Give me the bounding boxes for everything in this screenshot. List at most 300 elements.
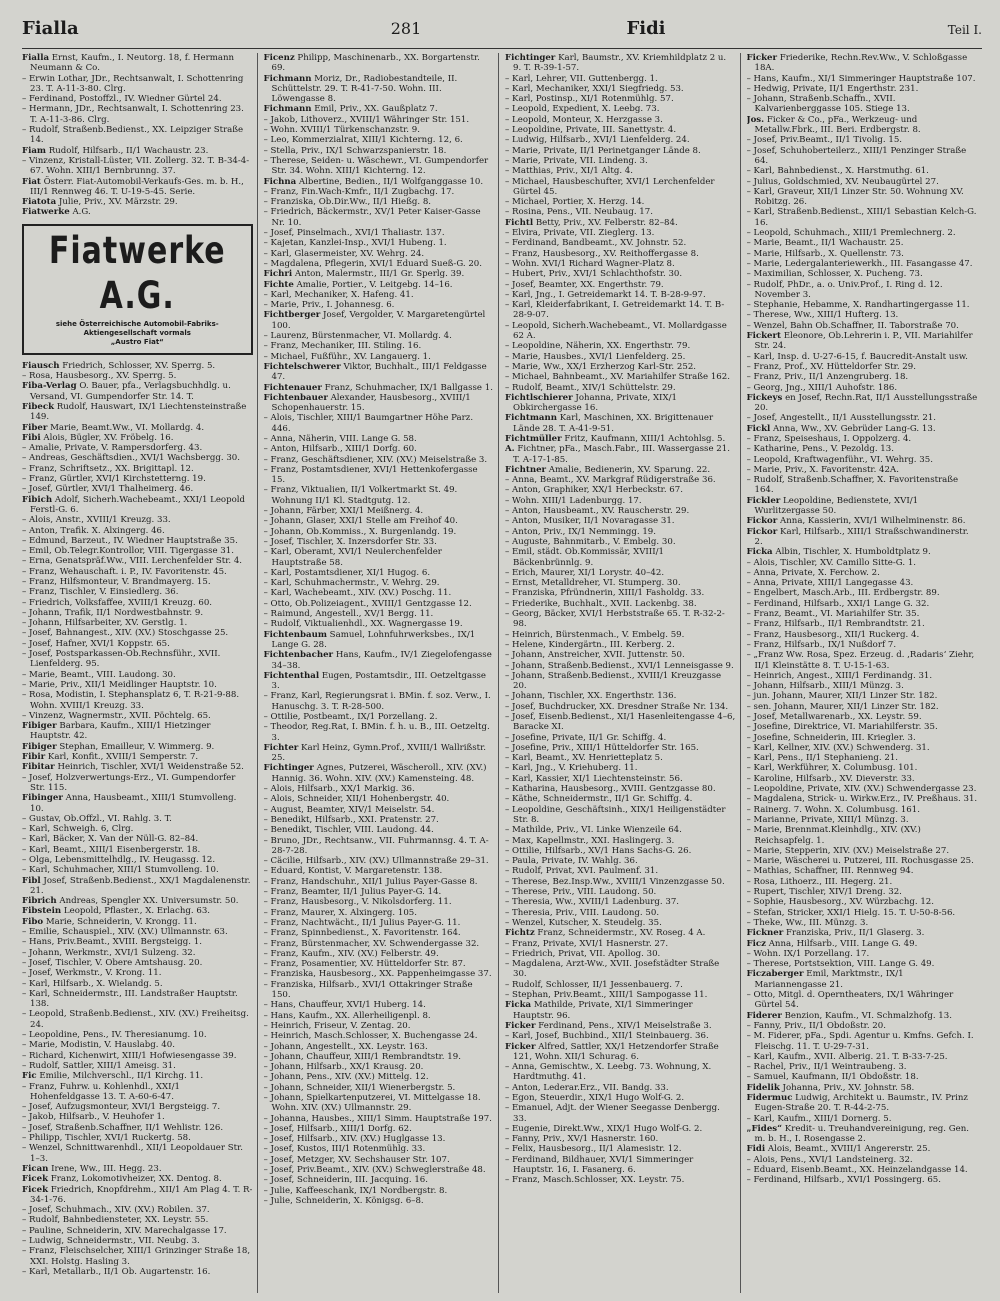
directory-entry: – Leopoldine, Private, III. Sanettystr. 4.	[505, 125, 677, 136]
directory-entry: – Stephanie, Hebamme, X. Randhartingergasse 11.	[746, 300, 970, 311]
directory-entry: – Marie, Hilfsarb., X. Quellenstr. 73.	[746, 248, 904, 259]
directory-entry: – Therese, Ww., XIII/1 Hufterg. 13.	[746, 310, 899, 321]
directory-entry: – Ludwig, Hilfsarb., XVI/1 Lienfelderg. 24.	[505, 135, 690, 146]
directory-entry: – Philipp, Tischler, XVI/1 Ruckertg. 58.	[22, 1133, 191, 1144]
directory-entry: Fickler Leopoldine, Bedienstete, XVI/1 Wurlitzergasse 50.	[746, 495, 919, 517]
directory-entry: – Benedikt, Hilfsarb., XXI. Pratenstr. 27.	[263, 814, 439, 825]
directory-entry: Fibeck Rudolf, Hauswart, IX/1 Liechtensteinstraße 149.	[22, 401, 247, 423]
directory-entry: – Franz, Kaufm., XIV. (XV.) Felberstr. 49.	[263, 948, 439, 959]
directory-entry: Fichtenbaum Samuel, Lohnfuhrwerksbes., IX/1 Lange G. 28.	[263, 629, 476, 650]
directory-entry: – Johann, Färber, XXI/1 Meißnerg. 4.	[263, 506, 424, 517]
directory-entry: – Franziska, Ob.Dir.Ww., II/1 Hießg. 8.	[263, 197, 432, 208]
directory-entry: – Rudolf, Beamt., XIV/1 Schüttelstr. 29.	[505, 382, 676, 393]
directory-entry: – Johann, Straßenb.Bedienst., XVI/1 Lenneisgasse 9.	[505, 660, 734, 671]
directory-entry: Fickor Anna, Kassierin, XVI/1 Wilhelminenstr. 86.	[746, 516, 966, 527]
directory-entry: – Franz, Viktualien, II/1 Volkertmarkt St. 49. Wohnung II/1 Kl. Stadtgutg. 12.	[263, 485, 458, 506]
directory-entry: – Rosina, Pens., VII. Neubaug. 17.	[505, 207, 653, 218]
directory-entry: – Johanna, Hausbes., XIII/1 Simm. Hauptstraße 197.	[263, 1113, 492, 1124]
directory-entry: – Johann, Straßenb.Schaffn., XVII. Kalvarienberggasse 105. Stiege 13.	[746, 94, 910, 115]
directory-entry: – Rudolf, Schlosser, II/1 Jessenbauerg. 7.	[505, 979, 683, 990]
directory-entry: – Eugenie, Direkt.Ww., XIX/1 Hugo Wolf-G. 2.	[505, 1123, 703, 1134]
directory-entry: – Franziska, Hilfsarb., XVI/1 Ottakringer Straße 150.	[263, 979, 473, 1001]
directory-entry: – Wenzel, Schnittwarenhdl., XII/1 Leopoldauer Str. 1–3.	[22, 1143, 243, 1164]
directory-entry: – Josef, Tischler, V. Obere Amtshausg. 20.	[22, 957, 203, 968]
directory-entry: – Theresia, Ww., XVIII/1 Ladenburg. 37.	[505, 897, 680, 908]
directory-entry: – Max, Kapellmstr., XXI. Haslingerg. 3.	[505, 835, 675, 846]
column-1-top-entries	[22, 53, 253, 218]
directory-entry: – Josef, Hilfsarb., XIV. (XV.) Huglgasse 13.	[263, 1134, 446, 1145]
directory-entry: – Karl, Schneidermstr., III. Landstraßer Hauptstr. 138.	[22, 988, 238, 1010]
directory-entry: – Josefine, Schneiderin, III. Kriegler. 3.	[746, 732, 916, 743]
directory-entry: – Anna, Private, X. Ferchow. 2.	[746, 567, 880, 578]
directory-entry: Fichmann Emil, Priv., XX. Gaußplatz 7.	[263, 104, 438, 115]
directory-entry: – Leopoldine, Private, XIV. (XV.) Schwendergasse 23.	[746, 784, 977, 795]
directory-entry: – Franz, Fuhrw. u. Kohlenhdl., XXI/1 Hohenfeldgasse 13. T. A-60-6-47.	[22, 1081, 180, 1102]
directory-entry: Fichtner Amalie, Bedienerin, XV. Sparung. 22.	[505, 464, 711, 475]
header-left-word: Fialla	[22, 18, 79, 39]
directory-entry: Fichtenthal Eugen, Postamtsdir., III. Oetzeltgasse 3.	[263, 670, 487, 692]
directory-entry: Fickl Anna, Ww., XV. Gebrüder Lang-G. 13.	[746, 423, 936, 434]
directory-entry: – Franz, Wehauschaft. i. P., IV. Favoritenstr. 45.	[22, 566, 227, 577]
directory-entry: – Marie, Priv., I. Johannesg. 6.	[263, 300, 395, 311]
directory-entry: – Vinzenz, Wagnermstr., XVII. Pöchtelg. 65.	[22, 710, 211, 721]
directory-entry: – M. Fiderer, pFa., Spdi. Agentur u. Kmfns. Gefch. I. Fleischg. 11. T. U-29-7-31.	[746, 1031, 974, 1052]
directory-entry: – Karl, Bahnbedienst., X. Harstmuthg. 61.	[746, 166, 929, 177]
directory-entry: – Marie, Wäscherei u. Putzerei, III. Rochusgasse 25.	[746, 856, 974, 867]
directory-entry: – Johann, Werkmstr., XVI/1 Sulzeng. 32.	[22, 947, 196, 958]
directory-entry: – Katharine, Pens., V. Pezoldg. 13.	[746, 444, 894, 455]
directory-entry: – Cäcilie, Hilfsarb., XIV. (XV.) Ullmannstraße 29–31.	[263, 856, 489, 867]
directory-entry: – Josef, Werkmstr., V. Krong. 11.	[22, 968, 162, 979]
directory-entry: – Franziska, Pfründnerin, XIII/1 Fasholdg. 33.	[505, 588, 705, 599]
directory-entry: „Fides“ Kredit- u. Treuhandvereinigung, reg. Gen. m. b. H., I. Rosengasse 2.	[746, 1123, 969, 1145]
directory-entry: – Hans, Chauffeur, XVI/1 Huberg. 14.	[263, 1000, 426, 1011]
directory-entry: Fibitar Heinrich, Tischler, XVI/1 Weidenstraße 52.	[22, 762, 244, 773]
directory-entry: – Karl, Beamt., XIII/1 Eisenbergerstr. 18.	[22, 844, 201, 855]
directory-entry: Fichri Anton, Malermstr., III/1 Gr. Sperlg. 39.	[263, 269, 465, 280]
directory-entry: Fiam Rudolf, Hilfsarb., II/1 Wachaustr. 23.	[22, 145, 209, 156]
directory-entry: – Karl, Schweigh. 6, Clrg.	[22, 824, 134, 835]
directory-entry: – Alois, Pens., XVI/1 Landsteinerg. 32.	[746, 1154, 913, 1165]
directory-entry: – Elvira, Private, VII. Zieglerg. 13.	[505, 228, 655, 239]
directory-entry: Fibiger Stephan, Emailleur, V. Wimmerg. 9.	[22, 741, 215, 752]
directory-entry: – Johann, Chauffeur, XIII/1 Rembrandtstr. 19.	[263, 1051, 461, 1062]
ad-line-1: siehe Österreichische Automobil-Fabriks-	[55, 319, 219, 328]
directory-entry: Fichna Albertine, Bedien., II/1 Wolfganggasse 10.	[263, 176, 484, 187]
directory-entry: – Leopold, Expedient, X. Leebg. 73.	[505, 104, 660, 115]
directory-entry: – Franz, Nachtwächt., II/1 Julius Payer-G. 11.	[263, 917, 461, 928]
header-right-word: Fidi	[626, 18, 666, 39]
directory-entry: – Johann, Hilfsarbeiter, XV. Gerstlg. 1.	[22, 618, 188, 629]
directory-entry: – Anton, Lederar.Erz., VII. Bandg. 33.	[505, 1082, 669, 1093]
directory-entry: – Alois, Tischler, XIII/1 Baumgartner Höhe Parz. 446.	[263, 413, 474, 434]
directory-entry: – Josef, Postsparkassen-Ob.Rechnsführ., XVII. Lienfelderg. 95.	[22, 649, 221, 670]
directory-entry: – Hans, Kaufm., XX. Allerheiligenpl. 8.	[263, 1010, 431, 1021]
part-label: Teil I.	[947, 23, 982, 37]
directory-entry: – Josef, Metallwarenarb., XX. Leystr. 59.	[746, 712, 922, 722]
directory-entry: – Franz, Bürstenmacher, XV. Schwendergasse 32.	[263, 938, 480, 949]
directory-entry: – Gustav, Ob.Offzl., VI. Rahlg. 3. T.	[22, 813, 172, 824]
directory-entry: – Leopold, Schuhmach., XIII/1 Premlechnerg. 2.	[746, 228, 956, 239]
directory-entry: – Josef, Pinselmach., XVI/1 Thaliastr. 137.	[263, 228, 445, 239]
directory-entry: – Heinrich, Bürstenmach., V. Embelg. 59.	[505, 629, 685, 640]
directory-entry: Ficek Friedrich, Knopfdrehm., XII/1 Am Plag 4. T. R-34-1-76.	[22, 1184, 253, 1205]
directory-entry: – Emanuel, Adjt. der Wiener Seegasse Denbergg. 33.	[505, 1103, 720, 1124]
column-1-bottom-entries	[22, 361, 253, 1277]
directory-entry: Ficz Anna, Hilfsarb., VIII. Lange G. 49.	[746, 938, 918, 949]
directory-entry: – Josefine, Private, II/1 Gr. Schiffg. 4.	[505, 732, 667, 743]
directory-entry: – Johann, Hilfsarb., XX/1 Krausg. 20.	[263, 1062, 424, 1073]
directory-entry: – Anna, Private, XIII/1 Langegasse 43.	[746, 578, 914, 589]
directory-entry: – Otto, Mitgl. d. Operntheaters, IX/1 Währinger Gürtel 54.	[746, 990, 954, 1011]
directory-entry: – Johann, Anstreicher, XVII. Juttenstr. 50.	[505, 650, 685, 661]
directory-entry: – Karl, Werkführer, X. Columbusg. 101.	[746, 763, 918, 774]
directory-entry: – Rachel, Priv., II/1 Weintraubeng. 3.	[746, 1062, 907, 1073]
directory-entry: – Josef, Beamter, XX. Engerthstr. 79.	[505, 279, 664, 290]
directory-entry: – jun. Johann, Maurer, XII/1 Linzer Str. 182.	[746, 691, 938, 702]
directory-entry: – Marie, Ledergalanteriewerkh., III. Fasangasse 47.	[746, 258, 973, 269]
directory-entry: – Alois, Anstr., XVIII/1 Kreuzg. 33.	[22, 515, 171, 526]
directory-entry: – Franz, Maurer, X. Alxingerg. 105.	[263, 907, 417, 918]
directory-entry: – Franz, Posamentier, XV. Hütteldorfer Str. 87.	[263, 959, 466, 970]
directory-entry: – Michael, Bahnbeamt., XV. Mariahilfer Straße 162.	[505, 372, 730, 383]
directory-entry: – Wohn. IX/1 Porzellang. 17.	[746, 948, 870, 959]
directory-entry: – Olga, Lebensmittelhdlg., IV. Heugassg. 12.	[22, 855, 216, 865]
directory-entry: – Karl, Metallarb., II/1 Ob. Augartenstr. 16.	[22, 1266, 211, 1277]
directory-entry: Ficzaberger Emil, Marktmstr., IX/1 Mariannengasse 21.	[746, 969, 904, 990]
column-4	[747, 53, 983, 1293]
directory-entry: – Egon, Steuerdir., XIX/1 Hugo Wolf-G. 2.	[505, 1092, 685, 1103]
directory-entry: – Leopoldine, Geschäftsinh., XIX/1 Heiligenstädter Str. 8.	[505, 804, 726, 825]
directory-entry: – Karl, Jng., V. Kriehuberg. 11.	[505, 763, 638, 774]
directory-entry: Fiber Marie, Beamt.Ww., VI. Mollardg. 4.	[22, 422, 205, 433]
directory-entry: – Franziska, Hausbesorg., XX. Pappenheimgasse 37.	[263, 969, 492, 980]
directory-entry: – Johann, Pens., XIV. (XV.) Mittelg. 12.	[263, 1072, 429, 1083]
directory-entry: – Stefan, Stricker, XXI/1 Hielg. 15. T. U-50-8-56.	[746, 907, 956, 918]
directory-entry: Fichtenauer Franz, Schuhmacher, IX/1 Ballgasse 1.	[263, 382, 493, 393]
directory-entry: – Marie, Brennmat.Kleinhdlg., XIV. (XV.) Reichsapfelg. 1.	[746, 825, 921, 846]
directory-entry: – Anna, Beamt., XV. Markgraf Rüdigerstraße 36.	[505, 475, 716, 486]
directory-entry: – Leopoldine, Näherin, XX. Engerthstr. 79.	[505, 341, 691, 352]
fiatwerke-advertisement	[22, 224, 253, 355]
directory-entry: – Marie, Private, II/1 Perinetganger Lände 8.	[505, 145, 701, 156]
ad-line-3: „Austro Fiat“	[110, 337, 164, 346]
directory-entry: – Theodor, Reg.Rat, I. BMin. f. h. u. B., III. Oetzeltg. 3.	[263, 722, 490, 743]
directory-entry: – Engelbert, Masch.Arb., III. Erdbergstr. 89.	[746, 588, 940, 599]
directory-entry: – Josef, Hafner, XVI/1 Koppstr. 65.	[22, 638, 170, 649]
directory-entry: – Rainerg. 7. Wohn. X. Columbusg. 161.	[746, 804, 920, 815]
directory-entry: Fibir Karl, Konfit., XVIII/1 Semperstr. 7.	[22, 752, 199, 763]
directory-entry: Ficker Friederike, Rechn.Rev.Ww., V. Schloßgasse 18A.	[746, 53, 968, 74]
directory-entry: – Heinrich, Masch.Schlosser, X. Buchengasse 24.	[263, 1031, 478, 1042]
directory-entry: – Josef, Schuhmach., XIV. (XV.) Robilen. 37.	[22, 1205, 210, 1216]
directory-entry: – Franz, Hausbesorg., XV. Reithoffergasse 8.	[505, 248, 699, 259]
directory-entry: – Franz, Hilfsarb., IX/1 Nußdorf 7.	[746, 639, 897, 650]
directory-entry: Fidermuc Ludwig, Architekt u. Baumstr., IV. Prinz Eugen-Straße 20. T. R-44-2-75.	[746, 1092, 968, 1114]
directory-entry: – Georg, Bäcker, XVI/1 Herbststraße 65. T. R-32-2-98.	[505, 609, 725, 630]
directory-entry: – Samuel, Kaufmann, II/1 Obdoßstr. 18.	[746, 1072, 919, 1083]
directory-entry: – Hans, Kaufm., XI/1 Simmeringer Hauptstraße 107.	[746, 73, 976, 84]
directory-entry: – Rudolf, Straßenb.Schaffner, X. Favoritenstraße 164.	[746, 475, 959, 496]
directory-entry: – Marie, Beamt., II/1 Wachaustr. 25.	[746, 238, 904, 249]
directory-entry: Fichtinger Agnes, Putzerei, Wäscheroll., XIV. (XV.) Hannig. 36. Wohn. XIV. (XV.) Kamensteing. 48.	[263, 763, 487, 784]
directory-entry: – Mathilde, Priv., VI. Linke Wienzeile 64.	[505, 825, 682, 836]
directory-entry: – Rudolf, PhDr., a. o. Univ.Prof., I. Ring d. 12. November 3.	[746, 279, 943, 300]
directory-entry: – Maximilian, Schlosser, X. Pucheng. 73.	[746, 269, 923, 280]
directory-entry: – Franz, Mechaniker, III. Stiling. 16.	[263, 341, 422, 352]
directory-entry: – Mathias, Schaffner, III. Rennweg 94.	[746, 866, 914, 877]
directory-entry: – Karl, Kaufm., XVII. Alberig. 21. T. B-33-7-25.	[746, 1051, 948, 1062]
directory-entry: – Edmund, Barzeut., IV. Wiedner Hauptstraße 35.	[22, 535, 238, 546]
directory-entry: – Erich, Maurer, XI/1 Lorystr. 40–42.	[505, 567, 665, 578]
directory-entry: Ficker Alfred, Sattler, XX/1 Hetzendorfer Straße 121, Wohn. XII/1 Schurag. 6.	[505, 1041, 719, 1062]
directory-entry: – Ferdinand, Postoffzl., IV. Wiedner Gürtel 24.	[22, 94, 222, 105]
directory-entry: – Ottilie, Hilfsarb., XV/1 Hans Sachs-G. 26.	[505, 845, 692, 856]
directory-entry: Fichmann Moriz, Dr., Radiobestandteile, II. Schüttelstr. 29. T. R-41-7-50. Wohn. III. Löwengasse 8.	[263, 73, 458, 105]
directory-entry: – Rudolf, Sattler, XIII/1 Ameisg. 31.	[22, 1060, 176, 1071]
directory-entry: – Georg, Jng., XIII/1 Auhofstr. 186.	[746, 382, 898, 393]
directory-entry: – Wohn. XVIII/1 Türkenschanzstr. 9.	[263, 125, 420, 136]
directory-entry: Fiausch Friedrich, Schlosser, XV. Sperrg. 5.	[22, 360, 216, 371]
directory-entry: Fiatwerke A.G.	[22, 207, 91, 218]
directory-entry: – Therese, Bez.Insp.Ww., XVIII/1 Vinzenzgasse 50.	[505, 876, 725, 887]
directory-entry: – Franz, Masch.Schlosser, XX. Leystr. 75.	[505, 1175, 685, 1186]
directory-entry: – Franz, Hausbesorg., V. Nikolsdorferg. 11.	[263, 897, 452, 908]
directory-entry: – Franz, Speiseshaus, I. Oppolzerg. 4.	[746, 433, 912, 444]
directory-entry: – Johann, Glaser, XXI/1 Stelle am Freihof 40.	[263, 516, 458, 527]
directory-entry: – Friedrich, Bäckermstr., XV/1 Peter Kaiser-Gasse Nr. 10.	[263, 207, 481, 228]
directory-entry: – Franz, Hilfsmonteur, V. Brandmayerg. 15.	[22, 576, 211, 587]
directory-entry: – Anton, Priv., IX/1 Nemmingg. 19.	[505, 526, 656, 537]
directory-entry: – Marie, Hausbes., XVI/1 Lienfelderg. 25.	[505, 351, 686, 362]
directory-entry: – Johann, Ob.Kommiss., X. Burgenlandg. 19.	[263, 526, 457, 537]
directory-entry: Fiba-Verlag O. Bauer, pfa., Verlagsbuchhdlg. u. Versand, VI. Gumpendorfer Str. 14. T.	[22, 381, 231, 402]
directory-entry: – Josef, Bahnangest., XIV. (XV.) Stoschgasse 25.	[22, 628, 229, 639]
directory-entry: Fialla Ernst, Kaufm., I. Neutorg. 18, f. Hermann Neumann & Co.	[22, 53, 235, 74]
directory-entry: – Franz, Karl, Regierungsrat i. BMin. f. soz. Verw., I. Hanuschg. 3. T. R-28-500.	[263, 691, 491, 712]
directory-entry: – Paula, Private, IV. Wahlg. 36.	[505, 856, 638, 867]
directory-entry: – Josef, Hilfsarb., XIII/1 Dorfg. 62.	[263, 1123, 412, 1134]
directory-entry: – Eduard, Kontist, V. Margaretenstr. 138.	[263, 866, 443, 877]
directory-entry: – Josef, Kustos, III/1 Rotenmühlg. 33.	[263, 1144, 426, 1155]
directory-entry: Fibi Alois, Bügler, XV. Fröbelg. 16.	[22, 432, 174, 443]
directory-entry: – Johann, Hilfsarb., XIII/1 Münzg. 3.	[746, 681, 904, 692]
directory-entry: Jos. Ficker & Co., pFa., Werkzeug- und Metallw.Fbrk., III. Beri. Erdbergstr. 8.	[746, 114, 921, 136]
directory-entry: – Julie, Kaffeeschank, IX/1 Nordbergstr. 8.	[263, 1185, 448, 1196]
directory-entry: – Karl, Bäcker, X. Van der Nüll-G. 82–84.	[22, 834, 199, 845]
directory-entry: Ficek Franz, Lokomotivheizer, XX. Dentog. 8.	[22, 1174, 222, 1185]
directory-entry: – Karl, Josef, Buchbind., XII/1 Steinbauerg. 36.	[505, 1031, 709, 1042]
directory-entry: – Julie, Schneiderin, X. Königsg. 6–8.	[263, 1195, 424, 1206]
directory-entry: – Ludwig, Schneidermstr., VII. Neubg. 3.	[22, 1235, 200, 1246]
directory-entry: – Johann, Tischler, XX. Engerthstr. 136.	[505, 691, 677, 702]
directory-entry: – Friedrich, Volksfaffee, XVIII/1 Kreuzg. 60.	[22, 597, 213, 608]
directory-entry: – Leopold, Kraftwagenführ., VI. Wehrg. 35.	[746, 454, 933, 465]
directory-entry: – Stephan, Priv.Beamt., XIII/1 Sampogasse 11.	[505, 990, 708, 1001]
directory-entry: – Emil, städt. Ob.Kommissär, XVIII/1 Bäckenbrünnlg. 9.	[505, 547, 664, 568]
directory-entry: – Karl, Graveur, XII/1 Linzer Str. 50. Wohnung XV. Robitzg. 26.	[746, 186, 964, 208]
directory-entry: – Josef, Priv.Beamt., II/1 Tivolig. 15.	[746, 135, 903, 146]
directory-entry: Ficka Albin, Tischler, X. Humboldtplatz 9.	[746, 547, 931, 558]
directory-entry: – Karl, Kaufm., XIII/1 Dornerg. 5.	[746, 1113, 892, 1124]
page-header	[22, 18, 982, 49]
directory-entry: – Karl, Straßenb.Bedienst., XIII/1 Sebastian Kelch-G. 16.	[746, 207, 977, 228]
directory-entry: – Karl, Kassier, XI/1 Liechtensteinstr. 56.	[505, 773, 683, 784]
directory-entry: A. Fichtner, pFa., Masch.Fabr., III. Wassergasse 21. T. A-17-1-85.	[505, 444, 730, 465]
directory-entry: – Alois, Tischler, XV. Camillo Sitte-G. 1.	[746, 557, 917, 568]
directory-entry: Fichtenbauer Alexander, Hausbesorg., XVIII/1 Schopenhauerstr. 15.	[263, 392, 471, 414]
directory-entry: – Josef, Schneiderin, III. Jacquing. 16.	[263, 1175, 429, 1186]
directory-entry: Fichtmüller Fritz, Kaufmann, XIII/1 Achtohlsg. 5.	[505, 433, 726, 444]
directory-entry: – Wohn. XIII/1 Ladenburgg. 17.	[505, 495, 642, 506]
directory-entry: Fiatota Julie, Priv., XV. Märzstr. 29.	[22, 197, 178, 208]
directory-entry: Fibrich Andreas, Spengler XX. Universumstr. 50.	[22, 896, 239, 907]
directory-entry: – Erwin Lothar, JDr., Rechtsanwalt, I. Schottenring 23. T. A-11-3-80. Clrg.	[22, 73, 244, 94]
directory-entry: – Therese, Priv., VIII. Laudong. 50.	[505, 887, 657, 898]
directory-entry: – Hedwig, Private, II/1 Engerthstr. 231.	[746, 83, 919, 94]
directory-entry: Ficenz Philipp, Maschinenarb., XX. Borgartenstr. 69.	[263, 53, 480, 74]
directory-entry: – Franz, Fin.Wach-Kmfr., II/1 Zugbachg. 17.	[263, 186, 455, 197]
directory-entry: – Eduard, Eisenb.Beamt., XX. Heinzelandgasse 14.	[746, 1165, 968, 1176]
directory-columns	[22, 53, 982, 1293]
directory-entry: – Kajetan, Kanzlei-Insp., XVI/1 Hubeng. 1.	[263, 238, 447, 249]
directory-entry: – Jakob, Lithoverz., XVIII/1 Währinger Str. 151.	[263, 114, 470, 125]
directory-entry: – Anton, Graphiker, XX/1 Herbeckstr. 67.	[505, 485, 683, 496]
directory-entry: – Hermann, JDr., Rechtsanwalt, I. Schottenring 23. T. A-11-3-86. Clrg.	[22, 104, 244, 125]
directory-entry: – Josef, Aufzugsmonteur, XVI/1 Bergsteigg. 7.	[22, 1102, 221, 1113]
column-2	[264, 53, 500, 1293]
directory-entry: Fichtlschierer Johanna, Private, XIX/1 Obkirchergasse 16.	[505, 392, 677, 414]
directory-entry: Fickor Karl, Hilfsarb., XIII/1 Straßschwandinerstr. 2.	[746, 526, 969, 547]
directory-entry: Fickert Eleonore, Ob.Lehrerin i. P., VII. Mariahilfer Str. 24.	[746, 331, 973, 352]
directory-entry: – Karl, Kleiderfabrikant, I. Getreidemarkt 14. T. B-28-9-07.	[505, 300, 725, 321]
directory-entry: – Jakob, Hilfsarb., V. Heuhofer 1.	[22, 1112, 165, 1123]
directory-entry: – Franz, Geschäftsdiener, XIV. (XV.) Meiselstraße 3.	[263, 454, 488, 465]
directory-entry: – Magdalena, Arzt-Ww., XVII. Josefstädter Straße 30.	[505, 959, 720, 980]
directory-entry: – Amalie, Private, V. Rampersdorferg. 43.	[22, 443, 203, 454]
directory-entry: – Franz, Private, XVI/1 Hasnerstr. 27.	[505, 938, 669, 949]
directory-entry: – Franz, Tischler, V. Einsiedlerg. 36.	[22, 587, 179, 598]
directory-entry: Fibstein Leopold, Pflaster., X. Erlachg. 63.	[22, 906, 211, 917]
directory-entry: – Rudolf, Straßenb.Bedienst., XX. Leipziger Straße 14.	[22, 125, 244, 146]
directory-entry: – Bruno, JDr., Rechtsanw., VII. Fuhrmannsg. 4. T. A-28-7-28.	[263, 835, 489, 856]
directory-entry: – Sophie, Hausbesorg., XV. Würzbachg. 12.	[746, 897, 935, 908]
directory-entry: – Josef, Gürtler, XVI/1 Thalheimerg. 46.	[22, 484, 194, 495]
directory-entry: – Friedrich, Privat, VII. Apollog. 30.	[505, 948, 661, 959]
directory-entry: – Karl, Lehrer, VII. Guttenbergg. 1.	[505, 73, 658, 84]
directory-entry: – Ferdinand, Hilfsarb., XXI/1 Lange G. 32.	[746, 598, 930, 609]
directory-entry: Fichtl Betty, Priv., XV. Felberstr. 82–84.	[505, 217, 678, 228]
directory-entry: – Käthe, Schneidermstr., II/1 Gr. Schiffg. 4.	[505, 794, 693, 805]
directory-entry: Fibinger Anna, Hausbeamt., XIII/1 Stumvolleng. 10.	[22, 793, 237, 814]
page-number: 281	[390, 19, 422, 38]
directory-entry: – Wohn. XVI/1 Richard Wagner-Platz 8.	[505, 258, 675, 269]
directory-entry: – Karl, Postinsp., XI/1 Rotenmühlg. 57.	[505, 94, 674, 105]
directory-entry: – „Franz Ww. Rosa, Spez. Erzeug. d. ‚Radaris‘ Ziehr, II/1 Kleinstätte 8. T. U-15-1-63.	[746, 650, 975, 671]
directory-entry: – Karl, Postamtsdiener, XI/1 Hugog. 6.	[263, 567, 431, 578]
directory-entry: – Marie, Priv., XII/1 Meidlinger Hauptstr. 10.	[22, 679, 217, 690]
directory-entry: – Erna, Genatspräf.Ww., VIII. Lerchenfelder Str. 4.	[22, 556, 243, 567]
directory-entry: – Anna, Gemischtw., X. Leebg. 73. Wohnung, X. Hardtmuthg. 41.	[505, 1062, 712, 1083]
directory-entry: – Michael, Portier, X. Herzg. 14.	[505, 197, 645, 208]
directory-entry: – Josefine, Priv., XIII/1 Hütteldorfer Str. 165.	[505, 742, 699, 753]
directory-entry: – Karl, Mechaniker, X. Hafeng. 41.	[263, 289, 414, 300]
directory-entry: Ficker Ferdinand, Pens., XIV/1 Meiselstraße 3.	[505, 1020, 712, 1031]
directory-entry: – Wenzel, Kutscher, X. Steudelg. 35.	[505, 917, 662, 928]
directory-entry: – Karoline, Hilfsarb., XV. Dieverstr. 33.	[746, 773, 915, 784]
directory-entry: – Ferdinand, Bildhauer, XVI/1 Simmeringer Hauptstr. 16, I. Fasanerg. 6.	[505, 1154, 694, 1176]
directory-entry: – Karl, Beamt., XV. Henrietteplatz 5.	[505, 753, 663, 764]
directory-entry: – Josef, Buchdrucker, XX. Dresdner Straße Nr. 134.	[505, 701, 729, 712]
directory-entry: – Franz, Hausbesorg., XII/1 Ruckerg. 4.	[746, 629, 920, 640]
directory-entry: – Franz, Prof., XV. Hütteldorfer Str. 29.	[746, 361, 916, 372]
directory-entry: – Josefine, Direktrice, VI. Mariahilferstr. 35.	[746, 722, 938, 733]
directory-entry: – Franz, Postamtsdiener, XVI/1 Hettenkofergasse 15.	[263, 464, 478, 486]
directory-entry: Fibiger Barbara, Kaufm., XIII/1 Hietzinger Hauptstr. 42.	[22, 721, 211, 742]
directory-entry: – Karl, Glasermeister, XV. Wehrg. 24.	[263, 248, 425, 259]
directory-entry: – Alois, Hilfsarb., XX/1 Markig. 36.	[263, 784, 415, 795]
directory-entry: – Leopoldine, Pens., IV. Theresianumg. 10.	[22, 1030, 207, 1041]
directory-entry: – Ernst, Metalldreher, VI. Stumperg. 30.	[505, 578, 681, 589]
directory-entry: – Anton, Hausbeamt., XV. Rauscherstr. 29.	[505, 506, 690, 517]
directory-entry: – Rudolf, Privat, XVI. Paulmenf. 31.	[505, 866, 659, 877]
directory-entry: – Karl, Hilfsarb., X. Wielandg. 5.	[22, 978, 163, 989]
directory-entry: – Emilie, Schauspiel., XIV. (XV.) Ullmannstr. 63.	[22, 927, 228, 938]
directory-entry: – Hans, Priv.Beamt., XVIII. Bergsteigg. 1.	[22, 937, 202, 948]
directory-entry: – Anna, Näherin, VIII. Lange G. 58.	[263, 433, 417, 444]
directory-entry: Fibo Marie, Schneiderin, V. Krongg. 11.	[22, 916, 197, 927]
directory-entry: – Helene, Kindergärtn., III. Kerberg. 2.	[505, 639, 675, 650]
directory-entry: – Heinrich, Friseur, V. Zentag. 20.	[263, 1020, 411, 1031]
directory-entry: – sen. Johann, Maurer, XII/1 Linzer Str. 182.	[746, 701, 939, 712]
directory-entry: – Franz, Beamt., VI. Mariahilfer Str. 35.	[746, 609, 920, 620]
directory-entry: – Alois, Schneider, XII/1 Hohenbergstr. 40.	[263, 794, 450, 805]
column-1	[22, 53, 258, 1293]
directory-entry: – Johann, Straßenb.Bedienst., XVIII/1 Kreuzgasse 20.	[505, 670, 722, 692]
directory-entry: – Theke, Ww., III. Münzg. 3.	[746, 917, 869, 928]
directory-entry: – Felix, Hausbesorg., II/1 Alamesistr. 12.	[505, 1144, 682, 1155]
directory-entry: – Emil, Ob.Telegr.Kontrollor, VIII. Tigergasse 31.	[22, 546, 234, 557]
directory-entry: Fibich Adolf, Sicherh.Wachebeamt., XXI/1 Leopold Ferstl-G. 6.	[22, 494, 246, 515]
directory-entry: – Fanny, Priv., XV/1 Hasnerstr. 160.	[505, 1134, 659, 1145]
directory-entry: Fican Irene, Ww., III. Hegg. 23.	[22, 1163, 162, 1174]
directory-entry: – Karl, Insp. d. U-27-6-15, f. Baucredit-Anstalt usw.	[746, 351, 968, 362]
directory-entry: – Rudolf, Viktualienhdl., XX. Wagnergasse 19.	[263, 619, 463, 630]
directory-entry: – Karl, Pens., II/1 Stephanieng. 21.	[746, 753, 899, 764]
directory-entry: – Theresia, Priv., VIII. Laudong. 50.	[505, 907, 660, 918]
directory-entry: – Friederike, Buchhalt., XVII. Lackenbg. 38.	[505, 598, 697, 609]
directory-entry: – Franz, Schriftsetz., XX. Brigittapl. 12.	[22, 463, 194, 474]
directory-entry: – Anton, Hilfsarb., XIII/1 Dorfg. 60.	[263, 444, 417, 455]
directory-entry: Fichtelschwerer Viktor, Buchhalt., III/1 Feldgasse 47.	[263, 361, 487, 383]
directory-entry: – Ferdinand, Hilfsarb., XVI/1 Possingerg. 65.	[746, 1175, 941, 1186]
directory-entry: – Leo, Kommerzialrat, XIII/1 Kichterng. 12, 6.	[263, 135, 463, 146]
directory-entry: – Wenzel, Bahn Ob.Schaffner, II. Taborstraße 70.	[746, 320, 959, 331]
column-3	[505, 53, 741, 1293]
directory-entry: – Karl, Kellner, XIV. (XV.) Schwenderg. 31.	[746, 742, 930, 753]
directory-entry: – Josef, Tischler, X. Inzersdorfer Str. 33.	[263, 536, 437, 547]
directory-entry: – Matthias, Priv., XI/1 Altg. 4.	[505, 166, 633, 177]
directory-entry: Fidelik Johanna, Priv., XV. Johnstr. 58.	[746, 1082, 915, 1093]
directory-entry: – Pauline, Schneiderin, XIV. Marechalgasse 17.	[22, 1225, 227, 1236]
directory-entry: – Franz, Handschuhr., XII/1 Julius Payer-Gasse 8.	[263, 876, 478, 887]
directory-entry: – Rosa, Lithoerz., III. Hegerg. 21.	[746, 876, 893, 887]
directory-entry: – Magdalena, Strick- u. Wirkw.Erz., IV. Preßhaus. 31.	[746, 794, 978, 805]
directory-entry: – Leopold, Straßenb.Bedienst., XIV. (XV.) Freiheitsg. 24.	[22, 1009, 249, 1030]
directory-entry: – Vinzenz, Kristall-Lüster, VII. Zollerg. 32. T. B-34-4-67. Wohn. XIII/1 Bernbrunng. 37.	[22, 155, 250, 177]
directory-entry: – Michael, Fußführ., XV. Langauerg. 1.	[263, 351, 431, 362]
directory-entry: – Anton, Musiker, II/1 Novaragasse 31.	[505, 516, 675, 527]
